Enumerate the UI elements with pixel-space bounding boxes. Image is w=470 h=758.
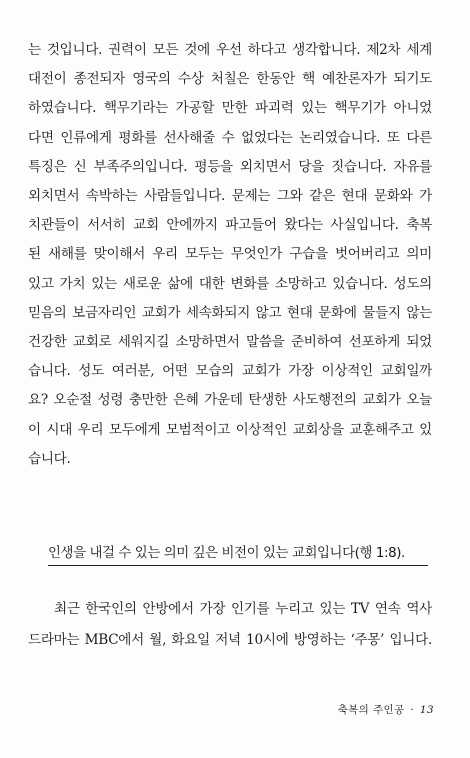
- text-line: 된 새해를 맞이해서 우리 모두는 무엇인가 구습을 벗어버리고 의미: [28, 246, 432, 263]
- running-title: 축복의 주인공: [337, 704, 405, 716]
- paragraph-2: [28, 594, 432, 656]
- text-line: 특징은 신 부족주의입니다. 평등을 외치면서 당을 짓습니다. 자유를: [28, 158, 432, 175]
- text-line: 치관들이 서서히 교회 안에까지 파고들어 왔다는 사실입니다. 축복: [28, 217, 432, 234]
- text-line: 요? 오순절 성령 충만한 은혜 가운데 탄생한 사도행전의 교회가 오늘: [28, 392, 432, 409]
- text-line: 습니다. 성도 여러분, 어떤 모습의 교회가 가장 이상적인 교회일까: [28, 363, 432, 380]
- text-line: 있고 가치 있는 새로운 삶에 대한 변화를 소망하고 있습니다. 성도의: [28, 275, 432, 292]
- text-line: 드라마는 MBC에서 월, 화요일 저녁 10시에 방영하는 ‘주몽’ 입니다.: [28, 632, 432, 648]
- page-footer: [338, 703, 434, 717]
- text-line: 믿음의 보금자리인 교회가 세속화되지 않고 현대 문화에 물들지 않는: [28, 304, 432, 321]
- text-line: 다면 인류에게 평화를 선사해줄 수 없었다는 논리였습니다. 또 다른: [28, 129, 432, 146]
- footer-separator: ·: [410, 704, 415, 716]
- text-line: 최근 한국인의 안방에서 가장 인기를 누리고 있는 TV 연속 역사: [54, 601, 432, 617]
- text-line: 대전이 종전되자 영국의 수상 처칠은 한동안 핵 예찬론자가 되기도: [28, 71, 432, 88]
- section-heading: 인생을 내걸 수 있는 의미 깊은 비전이 있는 교회입니다(행 1:8).: [48, 544, 428, 566]
- text-line: 는 것입니다. 권력이 모든 것에 우선 하다고 생각합니다. 제2차 세계: [28, 42, 432, 58]
- paragraph-1: [28, 36, 432, 474]
- text-line: 하였습니다. 핵무기라는 가공할 만한 파괴력 있는 핵무기가 아니었: [28, 100, 432, 117]
- text-line: 이 시대 우리 모두에게 모범적이고 이상적인 교회상을 교훈해주고 있: [28, 421, 432, 438]
- text-line: 외치면서 속박하는 사람들입니다. 문제는 그와 같은 현대 문화와 가: [28, 188, 432, 205]
- text-line: 습니다.: [28, 450, 71, 467]
- text-line: 건강한 교회로 세워지길 소망하면서 말씀을 준비하여 선포하게 되었: [28, 334, 432, 351]
- page-number: 13: [419, 704, 434, 716]
